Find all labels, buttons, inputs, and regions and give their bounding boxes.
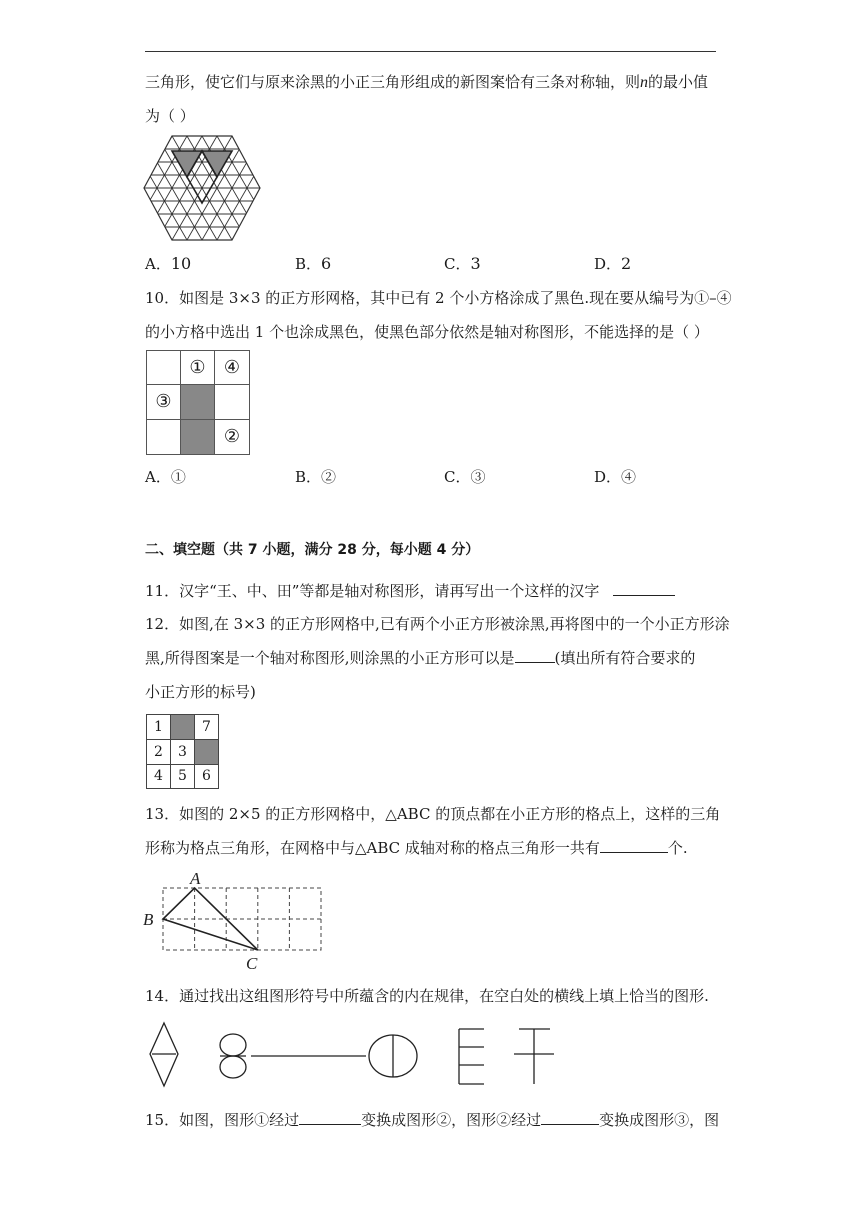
q13-answer-blank[interactable]	[600, 838, 668, 853]
q15-answer-blank-1[interactable]	[299, 1110, 361, 1125]
q10-option-d[interactable]: D．④	[594, 468, 637, 486]
grid-cell	[146, 350, 181, 385]
vertex-label-c: C	[246, 954, 258, 973]
q12-line2: 黑,所得图案是一个轴对称图形,则涂黑的小正方形可以是 (填出所有符合要求的	[145, 649, 696, 667]
q9-line2: 为（ ）	[145, 107, 195, 125]
grid-cell-1: 1	[146, 714, 171, 740]
grid-cell-shaded	[180, 419, 215, 455]
header-rule	[145, 51, 716, 52]
q9-line1: 三角形，使它们与原来涂黑的小正三角形组成的新图案恰有三条对称轴，则n的最小值	[145, 73, 709, 91]
grid-cell-7: 7	[194, 714, 219, 740]
q10-line2: 的小方格中选出 1 个也涂成黑色，使黑色部分依然是轴对称图形，不能选择的是（ ）	[145, 323, 709, 341]
grid-cell-2: ②	[214, 419, 250, 455]
q12-line3: 小正方形的标号)	[145, 683, 256, 701]
grid-cell	[214, 384, 250, 420]
split-circle-symbol	[369, 1035, 417, 1077]
q13-line1: 13．如图的 2×5 的正方形网格中，△ABC 的顶点都在小正方形的格点上，这样的三角	[145, 805, 721, 823]
grid-cell-shaded	[180, 384, 215, 420]
q9-option-b[interactable]: B．6	[295, 254, 332, 273]
grid-cell-5: 5	[170, 764, 195, 789]
grid-cell-4: ④	[214, 350, 250, 385]
grid-cell-3: 3	[170, 739, 195, 765]
q10-grid	[146, 350, 250, 455]
q15-line: 15．如图，图形①经过 变换成图形②，图形②经过 变换成图形③，图	[145, 1111, 720, 1129]
diamond-symbol	[150, 1023, 178, 1086]
grid-cell-4: 4	[146, 764, 171, 789]
shaded-triangle	[172, 151, 202, 177]
q14-line: 14．通过找出这组图形符号中所蕴含的内在规律，在空白处的横线上填上恰当的图形.	[145, 987, 709, 1005]
hexagon-triangle-grid	[142, 134, 262, 242]
grid-cell-3: ③	[146, 384, 181, 420]
grid-cell-6: 6	[194, 764, 219, 789]
q9-option-d[interactable]: D．2	[594, 254, 632, 273]
q11-answer-blank[interactable]	[613, 581, 675, 596]
grid-cell-shaded	[170, 714, 195, 740]
q10-option-b[interactable]: B．②	[295, 468, 337, 486]
vertex-label-a: A	[190, 869, 201, 888]
q12-answer-blank[interactable]	[515, 648, 555, 663]
q13-line2: 形称为格点三角形，在网格中与△ABC 成轴对称的格点三角形一共有 个.	[145, 839, 688, 857]
q10-option-c[interactable]: C．③	[444, 468, 486, 486]
figure-eight-symbol	[220, 1034, 246, 1078]
q15-answer-blank-2[interactable]	[541, 1110, 599, 1125]
vertex-label-b: B	[143, 910, 154, 929]
q14-symbol-sequence	[148, 1020, 568, 1092]
q10-line1: 10．如图是 3×3 的正方形网格，其中已有 2 个小方格涂成了黑色.现在要从编号为①–④	[145, 289, 732, 307]
q12-line1: 12．如图,在 3×3 的正方形网格中,已有两个小正方形被涂黑,再将图中的一个小正方形涂	[145, 615, 730, 633]
q11-line: 11．汉字“王、中、田”等都是轴对称图形，请再写出一个这样的汉字	[145, 581, 675, 601]
q13-lattice-figure	[140, 866, 330, 976]
grid-cell	[146, 419, 181, 455]
bracket-lines-symbol	[459, 1029, 484, 1084]
section-heading: 二、填空题（共 7 小题，满分 28 分，每小题 4 分）	[145, 542, 480, 558]
shaded-triangle	[202, 151, 232, 177]
q9-option-c[interactable]: C．3	[444, 254, 481, 273]
grid-cell-1: ①	[180, 350, 215, 385]
grid-cell-2: 2	[146, 739, 171, 765]
grid-cell-shaded	[194, 739, 219, 765]
gan-character-symbol	[514, 1029, 554, 1084]
q12-grid	[146, 714, 219, 789]
q9-option-a[interactable]: A．10	[145, 254, 192, 273]
q10-option-a[interactable]: A．①	[145, 468, 186, 486]
var-n: n	[640, 74, 649, 91]
